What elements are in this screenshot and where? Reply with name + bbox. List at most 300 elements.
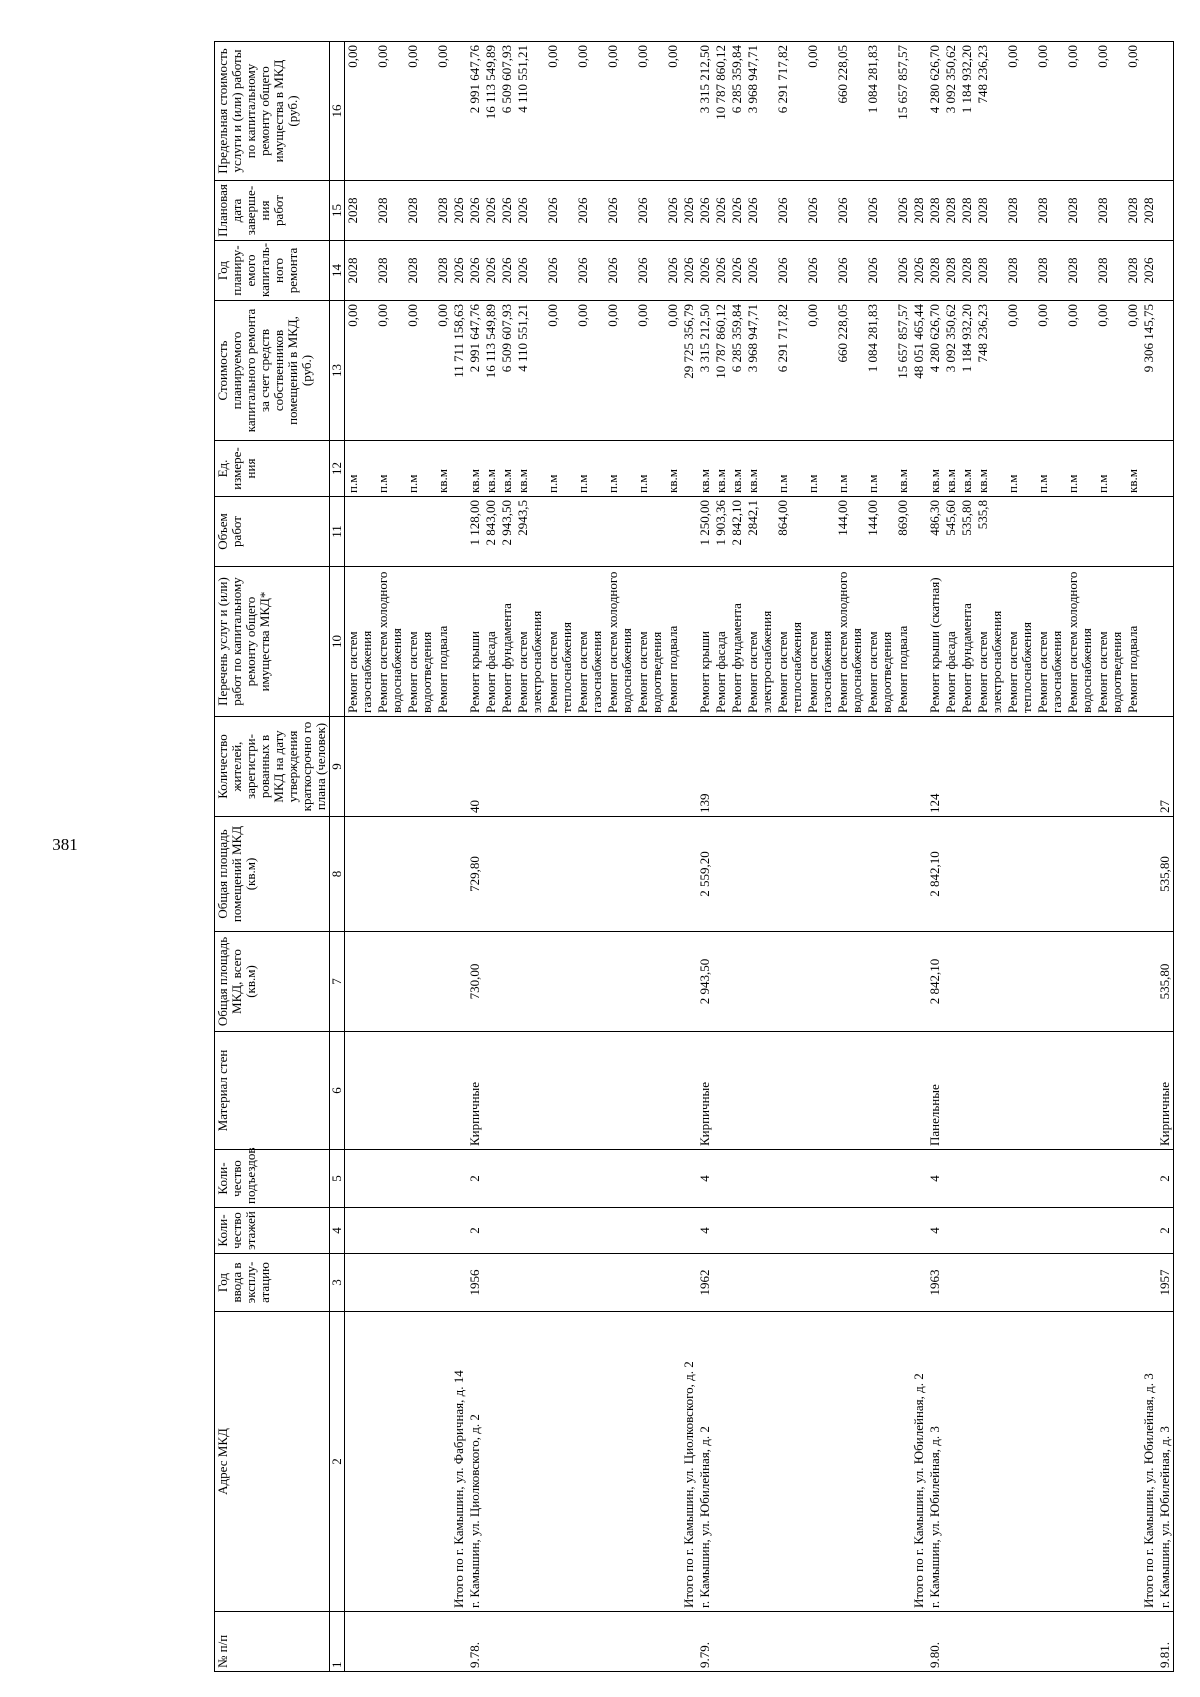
table-row	[375, 42, 405, 1672]
built-year-cell	[745, 1254, 775, 1312]
row-number	[483, 1612, 499, 1672]
residents-cell	[1125, 717, 1141, 817]
entrances-cell	[635, 1150, 665, 1208]
area-total-cell	[575, 932, 605, 1032]
limit-cost-cell: 3 315 212,50	[697, 42, 713, 181]
table-row	[1065, 42, 1095, 1672]
cost-cell: 0,00	[435, 301, 451, 441]
unit-cell	[451, 441, 467, 497]
walls-cell	[575, 1032, 605, 1150]
entrances-cell	[835, 1150, 865, 1208]
walls-cell	[895, 1032, 911, 1150]
row-number	[451, 1612, 467, 1672]
limit-cost-cell: 0,00	[345, 42, 376, 181]
volume-cell	[451, 497, 467, 567]
residents-cell	[835, 717, 865, 817]
volume-cell: 144,00	[835, 497, 865, 567]
area-total-cell	[729, 932, 745, 1032]
repair-year-cell: 2026	[545, 241, 575, 301]
end-year-cell: 2028	[1095, 181, 1125, 241]
built-year-cell	[865, 1254, 895, 1312]
repair-year-cell: 2028	[959, 241, 975, 301]
volume-cell	[681, 497, 697, 567]
col-number: 14	[330, 241, 345, 301]
row-number	[775, 1612, 805, 1672]
area-total-cell	[665, 932, 681, 1032]
cost-cell: 1 084 281,83	[865, 301, 895, 441]
table-row	[959, 42, 975, 1672]
repair-year-cell: 2028	[1065, 241, 1095, 301]
residents-cell	[895, 717, 911, 817]
cost-cell: 4 280 626,70	[927, 301, 943, 441]
area-total-cell	[1095, 932, 1125, 1032]
cost-cell: 15 657 857,57	[895, 301, 911, 441]
walls-cell	[515, 1032, 545, 1150]
row-number	[345, 1612, 376, 1672]
cost-cell: 0,00	[405, 301, 435, 441]
floors-cell	[1065, 1208, 1095, 1254]
entrances-cell	[499, 1150, 515, 1208]
floors-cell: 4	[927, 1208, 943, 1254]
built-year-cell: 1956	[467, 1254, 483, 1312]
repair-year-cell: 2026	[805, 241, 835, 301]
row-number	[665, 1612, 681, 1672]
row-number	[575, 1612, 605, 1672]
cost-cell: 660 228,05	[835, 301, 865, 441]
end-year-cell: 2026	[515, 181, 545, 241]
floors-cell	[713, 1208, 729, 1254]
area-premises-cell	[911, 817, 927, 932]
limit-cost-cell: 0,00	[1095, 42, 1125, 181]
header-walls: Материал стен	[215, 1032, 330, 1150]
work-item-cell: Ремонт систем холодного водоснабжения	[375, 567, 405, 717]
work-item-cell: Ремонт систем теплоснабжения	[545, 567, 575, 717]
area-premises-cell	[681, 817, 697, 932]
unit-cell: кв.м	[745, 441, 775, 497]
end-year-cell: 2026	[895, 181, 911, 241]
row-number	[835, 1612, 865, 1672]
residents-cell	[911, 717, 927, 817]
row-number	[911, 1612, 927, 1672]
cost-cell: 1 184 932,20	[959, 301, 975, 441]
repair-year-cell: 2028	[1095, 241, 1125, 301]
work-item-cell: Ремонт фасада	[483, 567, 499, 717]
end-year-cell: 2026	[835, 181, 865, 241]
address-cell	[575, 1312, 605, 1612]
floors-cell	[499, 1208, 515, 1254]
floors-cell	[451, 1208, 467, 1254]
entrances-cell	[729, 1150, 745, 1208]
volume-cell	[665, 497, 681, 567]
address-cell	[375, 1312, 405, 1612]
work-item-cell: Ремонт фундамента	[729, 567, 745, 717]
repair-year-cell: 2026	[895, 241, 911, 301]
table-row	[729, 42, 745, 1672]
table-row	[605, 42, 635, 1672]
residents-cell	[499, 717, 515, 817]
address-cell	[1005, 1312, 1035, 1612]
unit-cell: п.м	[775, 441, 805, 497]
end-year-cell: 2026	[745, 181, 775, 241]
unit-cell: п.м	[345, 441, 376, 497]
address-cell	[435, 1312, 451, 1612]
floors-cell	[1095, 1208, 1125, 1254]
volume-cell: 2943,5	[515, 497, 545, 567]
end-year-cell: 2026	[805, 181, 835, 241]
area-premises-cell	[835, 817, 865, 932]
repair-year-cell: 2026	[515, 241, 545, 301]
residents-cell: 27	[1157, 717, 1174, 817]
entrances-cell	[545, 1150, 575, 1208]
cost-cell: 748 236,23	[975, 301, 1005, 441]
cost-cell: 9 306 145,75	[1141, 301, 1157, 441]
walls-cell	[943, 1032, 959, 1150]
end-year-cell: 2026	[865, 181, 895, 241]
address-cell	[835, 1312, 865, 1612]
entrances-cell	[943, 1150, 959, 1208]
built-year-cell	[975, 1254, 1005, 1312]
repair-year-cell: 2026	[681, 241, 697, 301]
built-year-cell	[635, 1254, 665, 1312]
floors-cell	[1005, 1208, 1035, 1254]
repair-year-cell: 2028	[375, 241, 405, 301]
area-total-cell: 2 842,10	[927, 932, 943, 1032]
built-year-cell	[515, 1254, 545, 1312]
floors-cell	[865, 1208, 895, 1254]
address-cell	[499, 1312, 515, 1612]
limit-cost-cell: 6 509 607,93	[499, 42, 515, 181]
limit-cost-cell: 660 228,05	[835, 42, 865, 181]
row-number	[605, 1612, 635, 1672]
entrances-cell	[745, 1150, 775, 1208]
area-premises-cell	[713, 817, 729, 932]
end-year-cell: 2026	[545, 181, 575, 241]
area-premises-cell	[665, 817, 681, 932]
table-row	[435, 42, 451, 1672]
repair-year-cell: 2026	[467, 241, 483, 301]
repair-year-cell: 2026	[665, 241, 681, 301]
cost-cell: 3 315 212,50	[697, 301, 713, 441]
area-premises-cell	[865, 817, 895, 932]
floors-cell	[345, 1208, 376, 1254]
volume-cell: 1 250,00	[697, 497, 713, 567]
col-number: 15	[330, 181, 345, 241]
area-premises-cell	[775, 817, 805, 932]
col-number: 8	[330, 817, 345, 932]
limit-cost-cell: 1 084 281,83	[865, 42, 895, 181]
end-year-cell: 2026	[681, 181, 697, 241]
table-row	[1035, 42, 1065, 1672]
row-number	[515, 1612, 545, 1672]
limit-cost-cell: 748 236,23	[975, 42, 1005, 181]
work-item-cell	[1141, 567, 1157, 717]
entrances-cell	[375, 1150, 405, 1208]
built-year-cell	[483, 1254, 499, 1312]
repair-year-cell: 2028	[975, 241, 1005, 301]
walls-cell: Кирпичные	[697, 1032, 713, 1150]
table-row	[713, 42, 729, 1672]
address-cell	[665, 1312, 681, 1612]
repair-year-cell: 2026	[775, 241, 805, 301]
end-year-cell: 2028	[435, 181, 451, 241]
floors-cell	[515, 1208, 545, 1254]
built-year-cell	[375, 1254, 405, 1312]
area-premises-cell	[499, 817, 515, 932]
area-total-cell	[681, 932, 697, 1032]
address-cell	[483, 1312, 499, 1612]
repair-year-cell: 2026	[835, 241, 865, 301]
unit-cell: кв.м	[483, 441, 499, 497]
residents-cell	[1035, 717, 1065, 817]
residents-cell	[729, 717, 745, 817]
work-item-cell: Ремонт систем электроснабжения	[745, 567, 775, 717]
area-total-cell	[1141, 932, 1157, 1032]
cost-cell: 11 711 158,63	[451, 301, 467, 441]
work-item-cell: Ремонт подвала	[1125, 567, 1141, 717]
unit-cell: кв.м	[943, 441, 959, 497]
work-item-cell: Ремонт систем водоотведения	[1095, 567, 1125, 717]
end-year-cell: 2026	[697, 181, 713, 241]
table-row	[895, 42, 911, 1672]
header-residents: Количество жителей, зарегистри- рованных в МКД на дату утверждения краткосрочно го плана (человек)	[215, 717, 330, 817]
work-item-cell	[1157, 567, 1174, 717]
table-row	[635, 42, 665, 1672]
volume-cell	[1095, 497, 1125, 567]
col-number: 6	[330, 1032, 345, 1150]
table-row	[665, 42, 681, 1672]
walls-cell	[405, 1032, 435, 1150]
volume-cell: 144,00	[865, 497, 895, 567]
area-total-cell	[545, 932, 575, 1032]
area-premises-cell	[1125, 817, 1141, 932]
work-item-cell: Ремонт крыши	[697, 567, 713, 717]
repair-year-cell: 2028	[927, 241, 943, 301]
floors-cell	[545, 1208, 575, 1254]
row-number	[499, 1612, 515, 1672]
floors-cell	[805, 1208, 835, 1254]
end-year-cell: 2026	[729, 181, 745, 241]
volume-cell	[805, 497, 835, 567]
col-number: 2	[330, 1312, 345, 1612]
built-year-cell	[1065, 1254, 1095, 1312]
end-year-cell: 2028	[405, 181, 435, 241]
unit-cell: п.м	[1095, 441, 1125, 497]
walls-cell	[1005, 1032, 1035, 1150]
walls-cell: Кирпичные	[467, 1032, 483, 1150]
work-item-cell: Ремонт подвала	[895, 567, 911, 717]
floors-cell	[575, 1208, 605, 1254]
walls-cell: Панельные	[927, 1032, 943, 1150]
volume-cell	[405, 497, 435, 567]
row-number	[959, 1612, 975, 1672]
built-year-cell	[435, 1254, 451, 1312]
header-unit: Ед. измере- ния	[215, 441, 330, 497]
end-year-cell: 2028	[1005, 181, 1035, 241]
walls-cell	[375, 1032, 405, 1150]
floors-cell	[975, 1208, 1005, 1254]
area-total-cell	[375, 932, 405, 1032]
end-year-cell: 2028	[927, 181, 943, 241]
walls-cell	[451, 1032, 467, 1150]
page-number: 381	[52, 835, 78, 854]
area-total-cell	[943, 932, 959, 1032]
end-year-cell: 2026	[467, 181, 483, 241]
work-item-cell	[911, 567, 927, 717]
area-total-cell	[975, 932, 1005, 1032]
entrances-cell	[713, 1150, 729, 1208]
row-number: 9.79.	[697, 1612, 713, 1672]
unit-cell: кв.м	[927, 441, 943, 497]
col-number: 1	[330, 1612, 345, 1672]
floors-cell: 2	[467, 1208, 483, 1254]
walls-cell	[775, 1032, 805, 1150]
entrances-cell	[865, 1150, 895, 1208]
header-num: № п/п	[215, 1612, 330, 1672]
built-year-cell	[1125, 1254, 1141, 1312]
work-item-cell: Ремонт систем электроснабжения	[515, 567, 545, 717]
col-number: 11	[330, 497, 345, 567]
area-total-cell	[865, 932, 895, 1032]
built-year-cell	[775, 1254, 805, 1312]
repair-year-cell: 2026	[729, 241, 745, 301]
table-row	[1125, 42, 1141, 1672]
built-year-cell	[405, 1254, 435, 1312]
unit-cell	[1157, 441, 1174, 497]
residents-cell	[713, 717, 729, 817]
repair-year-cell: 2026	[697, 241, 713, 301]
address-cell	[1095, 1312, 1125, 1612]
row-number: 9.80.	[927, 1612, 943, 1672]
floors-cell	[483, 1208, 499, 1254]
repair-year-cell: 2026	[575, 241, 605, 301]
address-cell	[1125, 1312, 1141, 1612]
address-cell	[895, 1312, 911, 1612]
walls-cell	[1141, 1032, 1157, 1150]
area-premises-cell	[515, 817, 545, 932]
end-year-cell: 2028	[375, 181, 405, 241]
residents-cell	[605, 717, 635, 817]
repair-year-cell: 2026	[1141, 241, 1157, 301]
area-total-cell	[483, 932, 499, 1032]
row-number	[1005, 1612, 1035, 1672]
limit-cost-cell	[1141, 42, 1157, 181]
area-premises-cell	[605, 817, 635, 932]
address-cell	[713, 1312, 729, 1612]
area-total-cell	[605, 932, 635, 1032]
residents-cell	[805, 717, 835, 817]
col-number: 16	[330, 42, 345, 181]
work-item-cell: Ремонт фундамента	[499, 567, 515, 717]
volume-cell: 1 903,36	[713, 497, 729, 567]
header-address: Адрес МКД	[215, 1312, 330, 1612]
residents-cell	[975, 717, 1005, 817]
address-cell	[943, 1312, 959, 1612]
header-area-premises: Общая площадь помещений МКД (кв.м)	[215, 817, 330, 932]
volume-cell: 2 842,10	[729, 497, 745, 567]
floors-cell: 2	[1157, 1208, 1174, 1254]
work-item-cell: Ремонт систем холодного водоснабжения	[605, 567, 635, 717]
volume-cell: 535,8	[975, 497, 1005, 567]
volume-cell	[911, 497, 927, 567]
address-cell	[805, 1312, 835, 1612]
row-number: 9.78.	[467, 1612, 483, 1672]
limit-cost-cell: 2 991 647,76	[467, 42, 483, 181]
limit-cost-cell: 0,00	[575, 42, 605, 181]
cost-cell: 0,00	[575, 301, 605, 441]
walls-cell: Кирпичные	[1157, 1032, 1174, 1150]
end-year-cell: 2028	[975, 181, 1005, 241]
limit-cost-cell: 0,00	[1035, 42, 1065, 181]
unit-cell: кв.м	[697, 441, 713, 497]
area-premises-cell	[545, 817, 575, 932]
repair-year-cell	[1157, 241, 1174, 301]
unit-cell: п.м	[835, 441, 865, 497]
table-row	[775, 42, 805, 1672]
limit-cost-cell: 0,00	[1005, 42, 1035, 181]
walls-cell	[911, 1032, 927, 1150]
residents-cell	[483, 717, 499, 817]
area-total-cell	[713, 932, 729, 1032]
built-year-cell	[895, 1254, 911, 1312]
unit-cell: п.м	[545, 441, 575, 497]
entrances-cell	[1095, 1150, 1125, 1208]
volume-cell: 2842,1	[745, 497, 775, 567]
area-premises-cell	[959, 817, 975, 932]
row-number	[681, 1612, 697, 1672]
limit-cost-cell: 0,00	[1065, 42, 1095, 181]
row-number	[895, 1612, 911, 1672]
area-total-cell	[435, 932, 451, 1032]
table-row	[1157, 42, 1174, 1672]
address-cell	[405, 1312, 435, 1612]
work-item-cell: Ремонт систем газоснабжения	[805, 567, 835, 717]
entrances-cell: 2	[1157, 1150, 1174, 1208]
floors-cell	[1035, 1208, 1065, 1254]
residents-cell	[405, 717, 435, 817]
built-year-cell	[1005, 1254, 1035, 1312]
table-row	[575, 42, 605, 1672]
end-year-cell: 2026	[775, 181, 805, 241]
table-row	[745, 42, 775, 1672]
cost-cell: 0,00	[345, 301, 376, 441]
area-total-cell	[805, 932, 835, 1032]
entrances-cell	[775, 1150, 805, 1208]
table-row	[1005, 42, 1035, 1672]
walls-cell	[865, 1032, 895, 1150]
built-year-cell	[665, 1254, 681, 1312]
built-year-cell: 1957	[1157, 1254, 1174, 1312]
area-premises-cell: 2 559,20	[697, 817, 713, 932]
table-row	[805, 42, 835, 1672]
area-total-cell	[1035, 932, 1065, 1032]
address-cell: Итого по г. Камышин, ул. Фабричная, д. 14	[451, 1312, 467, 1612]
repair-year-cell: 2026	[451, 241, 467, 301]
entrances-cell	[975, 1150, 1005, 1208]
table-row	[515, 42, 545, 1672]
repair-year-cell: 2028	[405, 241, 435, 301]
repair-year-cell: 2026	[499, 241, 515, 301]
entrances-cell	[515, 1150, 545, 1208]
walls-cell	[483, 1032, 499, 1150]
limit-cost-cell: 0,00	[435, 42, 451, 181]
work-item-cell: Ремонт фасада	[713, 567, 729, 717]
residents-cell	[1065, 717, 1095, 817]
entrances-cell	[959, 1150, 975, 1208]
work-item-cell: Ремонт систем теплоснабжения	[1005, 567, 1035, 717]
cost-cell: 3 092 350,62	[943, 301, 959, 441]
walls-cell	[499, 1032, 515, 1150]
unit-cell: кв.м	[895, 441, 911, 497]
